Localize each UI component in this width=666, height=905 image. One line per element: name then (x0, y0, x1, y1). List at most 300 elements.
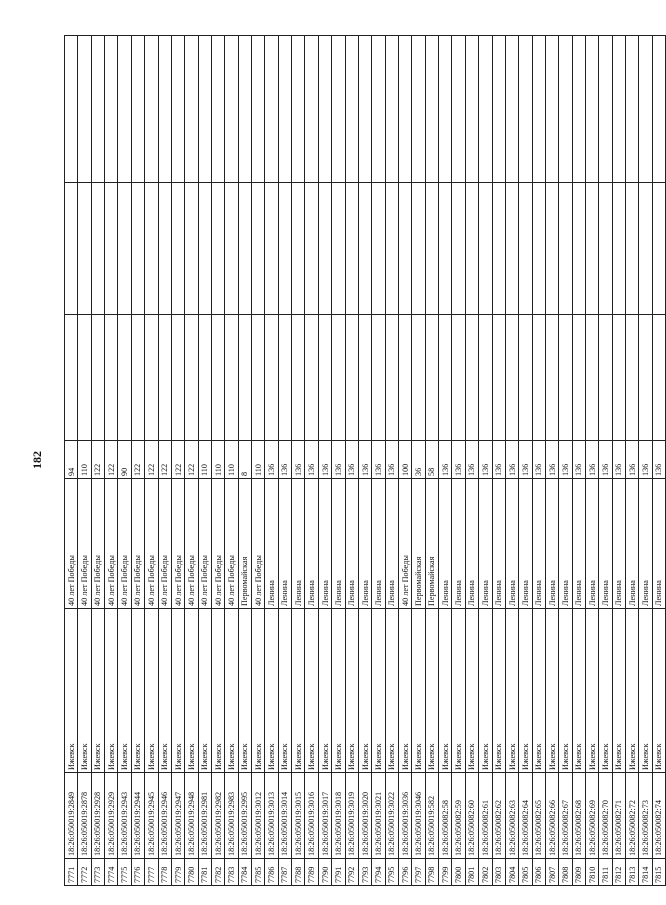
city-cell: Ижевск (91, 609, 104, 773)
house-number-cell: 136 (385, 441, 398, 479)
street-cell: Ленина (532, 479, 545, 609)
cadastral-number-cell: 18:26:050082:66 (545, 773, 558, 859)
row-number-cell: 7789 (305, 859, 318, 886)
cadastral-number-cell: 18:26:050019:3020 (358, 773, 371, 859)
empty-cell (185, 36, 198, 183)
empty-cell (519, 183, 532, 315)
empty-cell (519, 315, 532, 441)
empty-cell (145, 315, 158, 441)
city-cell: Ижевск (185, 609, 198, 773)
street-cell: Первомайская (238, 479, 251, 609)
row-number-cell: 7787 (278, 859, 291, 886)
table-row (398, 36, 411, 886)
table-row (465, 36, 478, 886)
street-cell: Ленина (479, 479, 492, 609)
city-cell: Ижевск (131, 609, 144, 773)
table-row (265, 36, 278, 886)
city-cell: Ижевск (385, 609, 398, 773)
empty-cell (238, 315, 251, 441)
empty-cell (385, 36, 398, 183)
house-number-cell: 122 (185, 441, 198, 479)
cadastral-number-cell: 18:26:050019:2928 (91, 773, 104, 859)
empty-cell (492, 36, 505, 183)
table-row (639, 36, 652, 886)
empty-cell (599, 36, 612, 183)
table-row (425, 36, 438, 886)
row-number-cell: 7804 (505, 859, 518, 886)
cadastral-number-cell: 18:26:050019:2849 (65, 773, 78, 859)
house-number-cell: 110 (211, 441, 224, 479)
empty-cell (131, 315, 144, 441)
house-number-cell: 110 (198, 441, 211, 479)
table-row (532, 36, 545, 886)
cadastral-number-cell: 18:26:050019:2878 (78, 773, 91, 859)
empty-cell (398, 36, 411, 183)
cadastral-number-cell: 18:26:050082:69 (586, 773, 599, 859)
empty-cell (345, 315, 358, 441)
house-number-cell: 136 (278, 441, 291, 479)
city-cell: Ижевск (439, 609, 452, 773)
street-cell: Ленина (492, 479, 505, 609)
city-cell: Ижевск (118, 609, 131, 773)
row-number-cell: 7801 (465, 859, 478, 886)
street-cell: Ленина (465, 479, 478, 609)
city-cell: Ижевск (479, 609, 492, 773)
cadastral-number-cell: 18:26:050019:3016 (305, 773, 318, 859)
table-row (519, 36, 532, 886)
city-cell: Ижевск (639, 609, 652, 773)
empty-cell (626, 183, 639, 315)
house-number-cell: 136 (439, 441, 452, 479)
house-number-cell: 136 (532, 441, 545, 479)
city-cell: Ижевск (278, 609, 291, 773)
empty-cell (305, 183, 318, 315)
street-cell: Первомайская (412, 479, 425, 609)
empty-cell (265, 36, 278, 183)
city-cell: Ижевск (398, 609, 411, 773)
house-number-cell: 136 (372, 441, 385, 479)
table-row (225, 36, 238, 886)
row-number-cell: 7810 (586, 859, 599, 886)
row-number-cell: 7786 (265, 859, 278, 886)
empty-cell (652, 315, 665, 441)
cadastral-number-cell: 18:26:050019:2945 (145, 773, 158, 859)
cadastral-number-cell: 18:26:050019:2929 (105, 773, 118, 859)
street-cell: 40 лет Победы (78, 479, 91, 609)
city-cell: Ижевск (412, 609, 425, 773)
empty-cell (505, 315, 518, 441)
cadastral-number-cell: 18:26:050082:70 (599, 773, 612, 859)
house-number-cell: 136 (292, 441, 305, 479)
empty-cell (358, 36, 371, 183)
street-cell: Ленина (292, 479, 305, 609)
row-number-cell: 7805 (519, 859, 532, 886)
empty-cell (198, 315, 211, 441)
street-cell: 40 лет Победы (171, 479, 184, 609)
street-cell: 40 лет Победы (91, 479, 104, 609)
cadastral-number-cell: 18:26:050082:59 (452, 773, 465, 859)
street-cell: 40 лет Победы (65, 479, 78, 609)
empty-cell (492, 315, 505, 441)
empty-cell (91, 183, 104, 315)
cadastral-number-cell: 18:26:050019:3019 (345, 773, 358, 859)
table-row (171, 36, 184, 886)
row-number-cell: 7796 (398, 859, 411, 886)
table-row (412, 36, 425, 886)
house-number-cell: 110 (78, 441, 91, 479)
empty-cell (439, 36, 452, 183)
cadastral-number-cell: 18:26:050019:3017 (318, 773, 331, 859)
empty-cell (572, 36, 585, 183)
house-number-cell: 122 (91, 441, 104, 479)
empty-cell (492, 183, 505, 315)
row-number-cell: 7790 (318, 859, 331, 886)
street-cell: Ленина (332, 479, 345, 609)
city-cell: Ижевск (505, 609, 518, 773)
street-cell: 40 лет Победы (131, 479, 144, 609)
house-number-cell: 136 (492, 441, 505, 479)
cadastral-number-cell: 18:26:050019:2995 (238, 773, 251, 859)
row-number-cell: 7815 (652, 859, 665, 886)
house-number-cell: 8 (238, 441, 251, 479)
empty-cell (225, 183, 238, 315)
table-row (559, 36, 572, 886)
row-number-cell: 7784 (238, 859, 251, 886)
row-number-cell: 7774 (105, 859, 118, 886)
house-number-cell: 136 (599, 441, 612, 479)
house-number-cell: 136 (479, 441, 492, 479)
empty-cell (292, 36, 305, 183)
street-cell: Ленина (652, 479, 665, 609)
empty-cell (586, 183, 599, 315)
empty-cell (211, 183, 224, 315)
empty-cell (145, 36, 158, 183)
empty-cell (225, 315, 238, 441)
cadastral-number-cell: 18:26:050082:73 (639, 773, 652, 859)
table-row (211, 36, 224, 886)
empty-cell (545, 36, 558, 183)
table-container (64, 36, 664, 886)
empty-cell (639, 315, 652, 441)
city-cell: Ижевск (532, 609, 545, 773)
house-number-cell: 136 (318, 441, 331, 479)
empty-cell (105, 183, 118, 315)
street-cell: Ленина (305, 479, 318, 609)
empty-cell (439, 183, 452, 315)
table-row (479, 36, 492, 886)
empty-cell (332, 183, 345, 315)
empty-cell (318, 315, 331, 441)
cadastral-number-cell: 18:26:050019:3015 (292, 773, 305, 859)
street-cell: Ленина (586, 479, 599, 609)
row-number-cell: 7803 (492, 859, 505, 886)
empty-cell (398, 183, 411, 315)
table-row (158, 36, 171, 886)
row-number-cell: 7772 (78, 859, 91, 886)
empty-cell (171, 36, 184, 183)
empty-cell (158, 36, 171, 183)
house-number-cell: 136 (265, 441, 278, 479)
city-cell: Ижевск (425, 609, 438, 773)
empty-cell (91, 315, 104, 441)
empty-cell (358, 315, 371, 441)
empty-cell (118, 36, 131, 183)
row-number-cell: 7811 (599, 859, 612, 886)
cadastral-number-cell: 18:26:050019:2983 (225, 773, 238, 859)
row-number-cell: 7799 (439, 859, 452, 886)
cadastral-number-cell: 18:26:050082:64 (519, 773, 532, 859)
city-cell: Ижевск (198, 609, 211, 773)
house-number-cell: 136 (305, 441, 318, 479)
table-row (626, 36, 639, 886)
table-row (131, 36, 144, 886)
house-number-cell: 136 (586, 441, 599, 479)
row-number-cell: 7794 (372, 859, 385, 886)
empty-cell (532, 315, 545, 441)
empty-cell (385, 183, 398, 315)
street-cell: Ленина (612, 479, 625, 609)
table-row (238, 36, 251, 886)
cadastral-number-cell: 18:26:050019:2943 (118, 773, 131, 859)
row-number-cell: 7788 (292, 859, 305, 886)
street-cell: Ленина (385, 479, 398, 609)
house-number-cell: 136 (452, 441, 465, 479)
cadastral-number-cell: 18:26:050082:63 (505, 773, 518, 859)
cadastral-number-cell: 18:26:050082:61 (479, 773, 492, 859)
house-number-cell: 36 (412, 441, 425, 479)
street-cell: Ленина (318, 479, 331, 609)
empty-cell (171, 315, 184, 441)
house-number-cell: 58 (425, 441, 438, 479)
empty-cell (185, 315, 198, 441)
city-cell: Ижевск (372, 609, 385, 773)
table-row (145, 36, 158, 886)
cadastral-number-cell: 18:26:050019:3022 (385, 773, 398, 859)
street-cell: 40 лет Победы (225, 479, 238, 609)
house-number-cell: 136 (358, 441, 371, 479)
house-number-cell: 122 (105, 441, 118, 479)
street-cell: 40 лет Победы (145, 479, 158, 609)
empty-cell (158, 183, 171, 315)
empty-cell (425, 183, 438, 315)
street-cell: 40 лет Победы (185, 479, 198, 609)
city-cell: Ижевск (158, 609, 171, 773)
row-number-cell: 7806 (532, 859, 545, 886)
empty-cell (318, 183, 331, 315)
street-cell: Ленина (345, 479, 358, 609)
city-cell: Ижевск (492, 609, 505, 773)
row-number-cell: 7802 (479, 859, 492, 886)
empty-cell (345, 36, 358, 183)
house-number-cell: 136 (652, 441, 665, 479)
empty-cell (65, 36, 78, 183)
city-cell: Ижевск (545, 609, 558, 773)
cadastral-number-cell: 18:26:050019:2946 (158, 773, 171, 859)
city-cell: Ижевск (358, 609, 371, 773)
empty-cell (118, 183, 131, 315)
house-number-cell: 136 (505, 441, 518, 479)
row-number-cell: 7780 (185, 859, 198, 886)
empty-cell (345, 183, 358, 315)
cadastral-number-cell: 18:26:050019:3018 (332, 773, 345, 859)
city-cell: Ижевск (265, 609, 278, 773)
empty-cell (572, 315, 585, 441)
empty-cell (78, 315, 91, 441)
house-number-cell: 90 (118, 441, 131, 479)
empty-cell (118, 315, 131, 441)
city-cell: Ижевск (572, 609, 585, 773)
cadastral-number-cell: 18:26:050082:62 (492, 773, 505, 859)
table-row (492, 36, 505, 886)
cadastral-number-cell: 18:26:050019:2947 (171, 773, 184, 859)
street-cell: Ленина (545, 479, 558, 609)
empty-cell (545, 315, 558, 441)
street-cell: Ленина (572, 479, 585, 609)
empty-cell (465, 183, 478, 315)
city-cell: Ижевск (225, 609, 238, 773)
empty-cell (198, 36, 211, 183)
empty-cell (626, 315, 639, 441)
cadastral-number-cell: 18:26:050082:65 (532, 773, 545, 859)
empty-cell (78, 36, 91, 183)
row-number-cell: 7814 (639, 859, 652, 886)
city-cell: Ижевск (292, 609, 305, 773)
empty-cell (559, 36, 572, 183)
empty-cell (332, 315, 345, 441)
house-number-cell: 122 (171, 441, 184, 479)
table-row (318, 36, 331, 886)
row-number-cell: 7776 (131, 859, 144, 886)
data-table (64, 35, 666, 886)
table-row (91, 36, 104, 886)
empty-cell (425, 36, 438, 183)
table-row (198, 36, 211, 886)
empty-cell (545, 183, 558, 315)
city-cell: Ижевск (626, 609, 639, 773)
house-number-cell: 136 (345, 441, 358, 479)
empty-cell (532, 183, 545, 315)
cadastral-number-cell: 18:26:050082:74 (652, 773, 665, 859)
empty-cell (198, 183, 211, 315)
empty-cell (452, 183, 465, 315)
empty-cell (238, 36, 251, 183)
empty-cell (372, 183, 385, 315)
row-number-cell: 7808 (559, 859, 572, 886)
house-number-cell: 136 (559, 441, 572, 479)
empty-cell (559, 183, 572, 315)
table-row (278, 36, 291, 886)
street-cell: Ленина (265, 479, 278, 609)
empty-cell (252, 315, 265, 441)
empty-cell (599, 315, 612, 441)
empty-cell (479, 183, 492, 315)
empty-cell (586, 315, 599, 441)
empty-cell (412, 36, 425, 183)
empty-cell (211, 36, 224, 183)
empty-cell (572, 183, 585, 315)
row-number-cell: 7812 (612, 859, 625, 886)
row-number-cell: 7809 (572, 859, 585, 886)
empty-cell (131, 183, 144, 315)
house-number-cell: 94 (65, 441, 78, 479)
city-cell: Ижевск (305, 609, 318, 773)
empty-cell (265, 183, 278, 315)
empty-cell (412, 315, 425, 441)
empty-cell (465, 36, 478, 183)
house-number-cell: 136 (519, 441, 532, 479)
street-cell: Ленина (372, 479, 385, 609)
empty-cell (91, 36, 104, 183)
city-cell: Ижевск (586, 609, 599, 773)
row-number-cell: 7773 (91, 859, 104, 886)
street-cell: Ленина (505, 479, 518, 609)
empty-cell (158, 315, 171, 441)
empty-cell (65, 315, 78, 441)
cadastral-number-cell: 18:26:050082:68 (572, 773, 585, 859)
empty-cell (145, 183, 158, 315)
table-row (185, 36, 198, 886)
page-number: 182 (29, 451, 44, 469)
table-row (65, 36, 78, 886)
empty-cell (332, 36, 345, 183)
empty-cell (639, 36, 652, 183)
city-cell: Ижевск (345, 609, 358, 773)
empty-cell (78, 183, 91, 315)
city-cell: Ижевск (105, 609, 118, 773)
table-row (372, 36, 385, 886)
table-row (652, 36, 665, 886)
cadastral-number-cell: 18:26:050019:3012 (252, 773, 265, 859)
table-row (358, 36, 371, 886)
table-row (452, 36, 465, 886)
empty-cell (171, 183, 184, 315)
empty-cell (586, 36, 599, 183)
street-cell: Ленина (439, 479, 452, 609)
street-cell: Ленина (599, 479, 612, 609)
empty-cell (185, 183, 198, 315)
street-cell: 40 лет Победы (398, 479, 411, 609)
street-cell: Ленина (559, 479, 572, 609)
table-row (252, 36, 265, 886)
empty-cell (225, 36, 238, 183)
empty-cell (252, 183, 265, 315)
city-cell: Ижевск (559, 609, 572, 773)
cadastral-number-cell: 18:26:050019:3021 (372, 773, 385, 859)
cadastral-number-cell: 18:26:050019:2948 (185, 773, 198, 859)
row-number-cell: 7797 (412, 859, 425, 886)
city-cell: Ижевск (332, 609, 345, 773)
cadastral-number-cell: 18:26:050082:71 (612, 773, 625, 859)
cadastral-number-cell: 18:26:050019:582 (425, 773, 438, 859)
empty-cell (305, 36, 318, 183)
empty-cell (452, 36, 465, 183)
street-cell: 40 лет Победы (105, 479, 118, 609)
city-cell: Ижевск (65, 609, 78, 773)
empty-cell (318, 36, 331, 183)
house-number-cell: 136 (639, 441, 652, 479)
row-number-cell: 7813 (626, 859, 639, 886)
city-cell: Ижевск (452, 609, 465, 773)
table-row (612, 36, 625, 886)
empty-cell (252, 36, 265, 183)
city-cell: Ижевск (238, 609, 251, 773)
table-row (292, 36, 305, 886)
empty-cell (652, 183, 665, 315)
empty-cell (265, 315, 278, 441)
empty-cell (278, 36, 291, 183)
table-row (586, 36, 599, 886)
row-number-cell: 7781 (198, 859, 211, 886)
